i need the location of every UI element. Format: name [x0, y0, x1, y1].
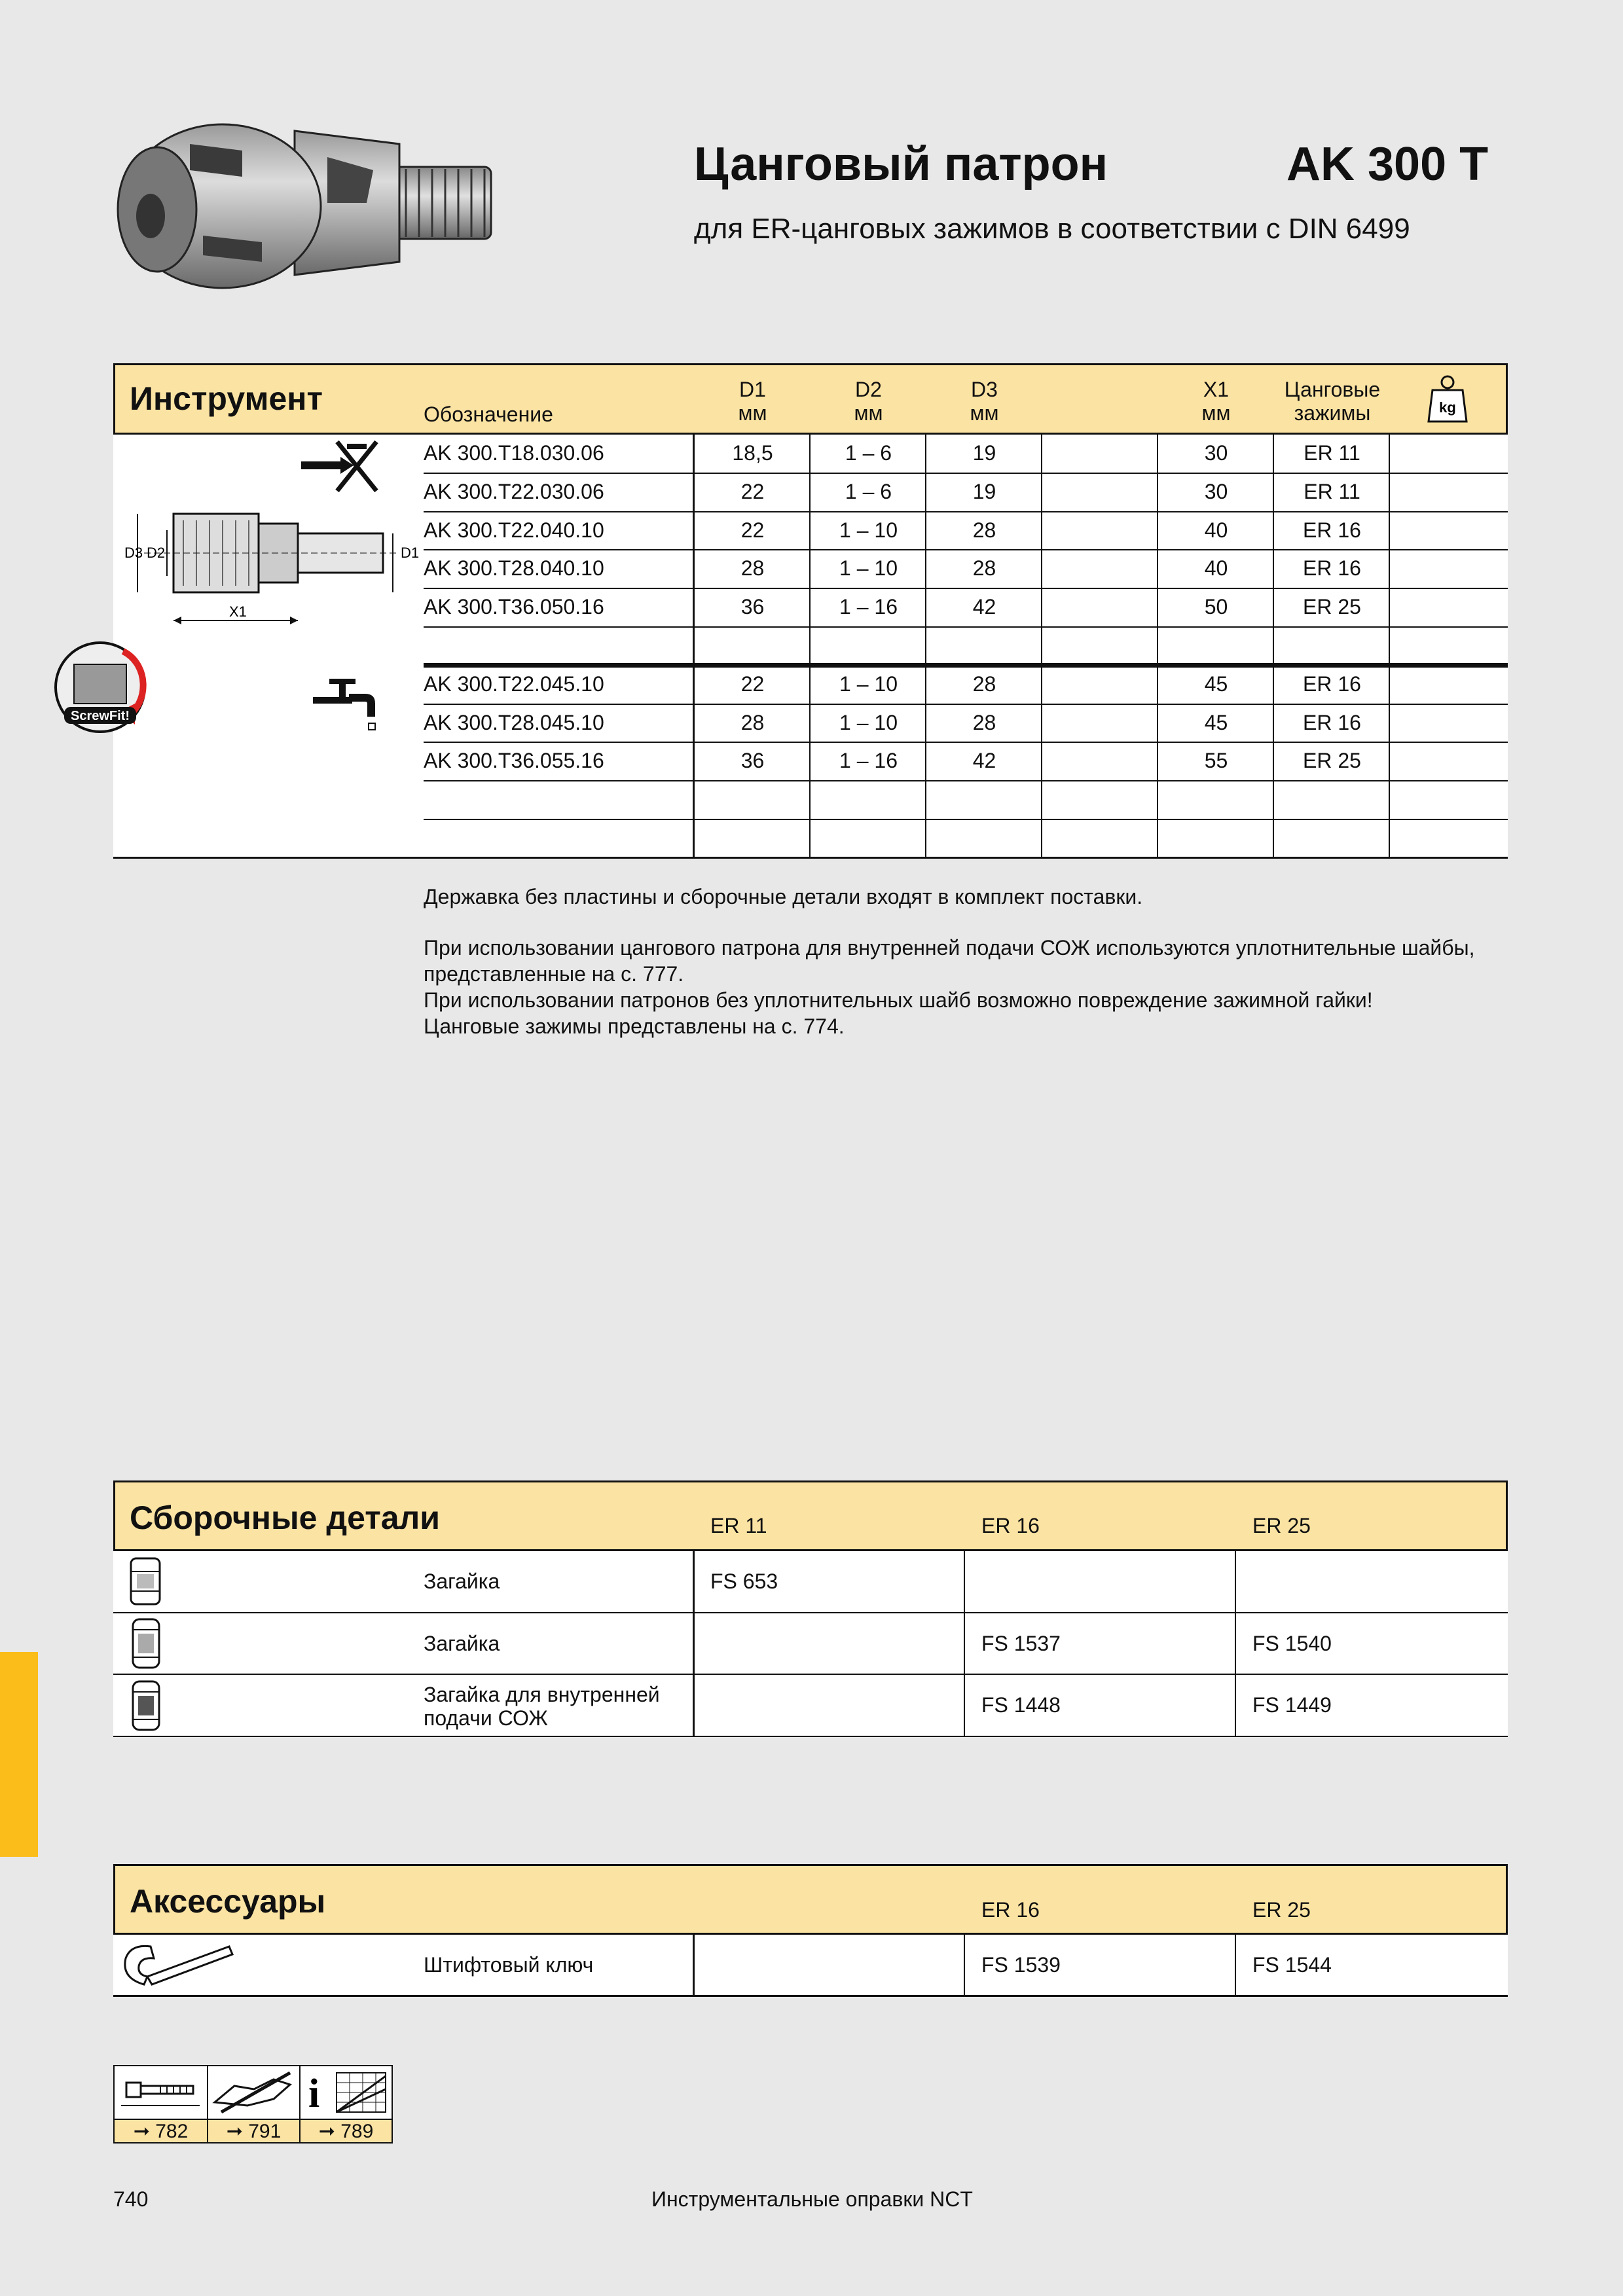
- part-name-line-1: Загайка: [424, 1631, 500, 1655]
- part-name: [424, 1632, 500, 1655]
- row-divider: [424, 704, 1508, 705]
- note-line-4: При использовании патронов без уплотнительных шайб возможно повреждение зажимной гайки!: [424, 988, 1373, 1012]
- cell-d2: 1 – 10: [839, 710, 898, 734]
- accessories-section-title: Аксессуары: [130, 1883, 326, 1920]
- accessory-code: FS 1544: [1252, 1953, 1332, 1977]
- part-name: [424, 1570, 500, 1593]
- cell-d2: 1 – 10: [839, 518, 898, 542]
- page-caption: Инструментальные оправки NCT: [651, 2187, 973, 2211]
- cell-collet: ER 25: [1303, 749, 1361, 773]
- note-line-2: При использовании цангового патрона для внутренней подачи СОЖ используются уплотнительные шайбы,: [424, 936, 1475, 960]
- row-divider: [424, 588, 1508, 589]
- cell-d1: 22: [740, 518, 765, 542]
- hand-wrench-icon: [208, 2066, 299, 2119]
- dimension-drawing: [118, 504, 419, 635]
- weight-icon: [1426, 373, 1469, 425]
- product-designation: AK 300.T36.050.16: [424, 595, 604, 619]
- accessories-col-er25: ER 25: [1252, 1898, 1311, 1922]
- row-divider: [113, 1674, 1508, 1675]
- product-designation: AK 300.T36.055.16: [424, 749, 604, 773]
- product-designation: AK 300.T22.045.10: [424, 672, 604, 696]
- collet-chuck-image: [111, 118, 504, 314]
- instrument-bottom-border: [113, 857, 1508, 859]
- note-line-5: Цанговые зажимы представлены на с. 774.: [424, 1014, 845, 1038]
- cell-d1: 22: [740, 479, 765, 503]
- cell-d2: 1 – 6: [845, 441, 892, 465]
- col-d2-label: D2: [855, 378, 882, 401]
- screwfit-badge: [51, 638, 156, 743]
- row-divider: [424, 549, 1508, 550]
- page-subtitle: для ER-цанговых зажимов в соответствии с DIN 6499: [694, 213, 1410, 245]
- cell-d3: 28: [972, 672, 996, 696]
- col-separator: [1273, 435, 1274, 858]
- row-divider: [113, 1995, 1508, 1997]
- col-d1-header: [695, 378, 810, 425]
- coolant-nut-icon: [128, 1679, 167, 1734]
- nut-icon: [128, 1554, 167, 1609]
- cell-collet: ER 11: [1304, 441, 1360, 465]
- cell-d2: 1 – 6: [845, 479, 892, 503]
- part-name-line-2: подачи СОЖ: [424, 1706, 548, 1730]
- cell-d3: 19: [972, 441, 996, 465]
- label-d1: D1: [401, 545, 419, 561]
- cell-x1: 55: [1204, 749, 1228, 773]
- label-x1: X1: [229, 603, 247, 620]
- part-name-line-1: Загайка: [424, 1570, 500, 1593]
- cell-x1: 40: [1204, 518, 1228, 542]
- col-d2-unit: мм: [854, 401, 883, 425]
- row-divider: [424, 473, 1508, 474]
- cell-d2: 1 – 10: [839, 672, 898, 696]
- cell-x1: 45: [1204, 672, 1228, 696]
- row-divider: [424, 626, 1508, 628]
- col-separator: [693, 435, 695, 858]
- product-designation: AK 300.T22.040.10: [424, 518, 604, 542]
- cell-d1: 36: [740, 595, 765, 619]
- col-x1-unit: мм: [1201, 401, 1231, 425]
- label-d2: D2: [147, 545, 166, 561]
- product-designation: AK 300.T28.045.10: [424, 710, 604, 734]
- page-number: 740: [113, 2187, 149, 2211]
- col-separator: [693, 1551, 695, 1737]
- cell-x1: 40: [1204, 556, 1228, 581]
- cell-d2: 1 – 16: [839, 749, 898, 773]
- cell-d3: 28: [972, 518, 996, 542]
- cell-d3: 42: [972, 595, 996, 619]
- part-code: FS 1540: [1252, 1631, 1332, 1655]
- assembly-section-title: Сборочные детали: [130, 1499, 441, 1536]
- ref-box-info: [299, 2065, 393, 2120]
- col-separator: [693, 1935, 695, 1996]
- cell-d1: 22: [740, 672, 765, 696]
- part-code: FS 653: [710, 1570, 778, 1593]
- pin-wrench-icon: [118, 1939, 236, 1994]
- col-collet-label-2: зажимы: [1294, 401, 1371, 425]
- ref-link-789[interactable]: ➞ 789: [299, 2119, 393, 2144]
- accessory-code: FS 1539: [981, 1953, 1061, 1977]
- note-line-3: представленные на с. 777.: [424, 962, 684, 986]
- model-title: AK 300 T: [1286, 138, 1489, 190]
- cell-collet: ER 16: [1303, 710, 1361, 734]
- col-separator: [1235, 1935, 1236, 1996]
- cell-x1: 50: [1204, 595, 1228, 619]
- col-d3-label: D3: [971, 378, 998, 401]
- col-designation-header: Обозначение: [424, 403, 553, 426]
- col-d1-label: D1: [739, 378, 766, 401]
- row-divider: [113, 1736, 1508, 1737]
- screw-icon: [115, 2066, 207, 2119]
- page-title: Цанговый патрон: [694, 138, 1108, 190]
- nut-icon: [128, 1617, 167, 1672]
- col-separator: [1157, 435, 1158, 858]
- cell-d1: 28: [740, 710, 765, 734]
- cell-d1: 36: [740, 749, 765, 773]
- col-separator: [925, 435, 926, 858]
- product-designation: AK 300.T18.030.06: [424, 441, 604, 465]
- info-chart-icon: [301, 2066, 392, 2119]
- col-d3-header: [927, 378, 1042, 425]
- accessory-name: Штифтовый ключ: [424, 1953, 594, 1977]
- col-separator: [1235, 1551, 1236, 1737]
- cell-d3: 19: [972, 479, 996, 503]
- cell-d3: 42: [972, 749, 996, 773]
- instrument-section-title: Инструмент: [130, 380, 323, 417]
- row-divider: [113, 1612, 1508, 1613]
- col-separator: [964, 1935, 965, 1996]
- coolant-tap-icon: [313, 677, 385, 736]
- cell-collet: ER 16: [1303, 556, 1361, 581]
- cell-x1: 45: [1204, 710, 1228, 734]
- cell-d1: 28: [740, 556, 765, 581]
- note-line-1: Державка без пластины и сборочные детали входят в комплект поставки.: [424, 885, 1143, 908]
- product-designation: AK 300.T22.030.06: [424, 479, 604, 503]
- ref-link-791[interactable]: ➞ 791: [207, 2119, 301, 2144]
- col-d1-unit: мм: [738, 401, 767, 425]
- row-divider: [424, 819, 1508, 820]
- col-collet-label-1: Цанговые: [1284, 378, 1381, 401]
- cell-collet: ER 16: [1303, 518, 1361, 542]
- cell-d3: 28: [972, 556, 996, 581]
- svg-text:i: i: [308, 2072, 320, 2116]
- assembly-col-er16: ER 16: [981, 1514, 1040, 1537]
- ref-box-screw: [113, 2065, 208, 2120]
- col-x1-header: [1159, 378, 1273, 425]
- label-d3: D3: [124, 545, 143, 561]
- part-name-line-1: Загайка для внутренней: [424, 1683, 660, 1706]
- row-divider: [424, 511, 1508, 512]
- part-code: FS 1449: [1252, 1693, 1332, 1717]
- col-collet-header: [1270, 378, 1395, 425]
- screwfit-label: ScrewFit!: [70, 709, 130, 723]
- cell-collet: ER 25: [1303, 595, 1361, 619]
- assembly-col-er25: ER 25: [1252, 1514, 1311, 1537]
- part-code: FS 1448: [981, 1693, 1061, 1717]
- part-name: [424, 1683, 660, 1730]
- cell-x1: 30: [1204, 479, 1228, 503]
- row-divider: [424, 663, 1508, 668]
- ref-link-782[interactable]: ➞ 782: [113, 2119, 208, 2144]
- cell-d1: 18,5: [732, 441, 773, 465]
- cell-d3: 28: [972, 710, 996, 734]
- section-color-tab: [0, 1652, 38, 1857]
- cell-d2: 1 – 10: [839, 556, 898, 581]
- cell-collet: ER 16: [1303, 672, 1361, 696]
- cell-collet: ER 11: [1304, 479, 1360, 503]
- part-code: FS 1537: [981, 1631, 1061, 1655]
- ref-box-wrench: [207, 2065, 301, 2120]
- col-separator: [964, 1551, 965, 1737]
- col-x1-label: X1: [1203, 378, 1230, 401]
- product-designation: AK 300.T28.040.10: [424, 556, 604, 581]
- assembly-col-er11: ER 11: [710, 1514, 767, 1537]
- weight-icon-label: kg: [1439, 399, 1456, 416]
- cell-d2: 1 – 16: [839, 595, 898, 619]
- cell-x1: 30: [1204, 441, 1228, 465]
- row-divider: [424, 780, 1508, 781]
- col-d2-header: [811, 378, 926, 425]
- no-coolant-icon: [301, 439, 386, 494]
- row-divider: [424, 742, 1508, 743]
- col-separator: [1389, 435, 1390, 858]
- col-separator: [1041, 435, 1042, 858]
- accessories-col-er16: ER 16: [981, 1898, 1040, 1922]
- col-d3-unit: мм: [970, 401, 999, 425]
- col-separator: [809, 435, 811, 858]
